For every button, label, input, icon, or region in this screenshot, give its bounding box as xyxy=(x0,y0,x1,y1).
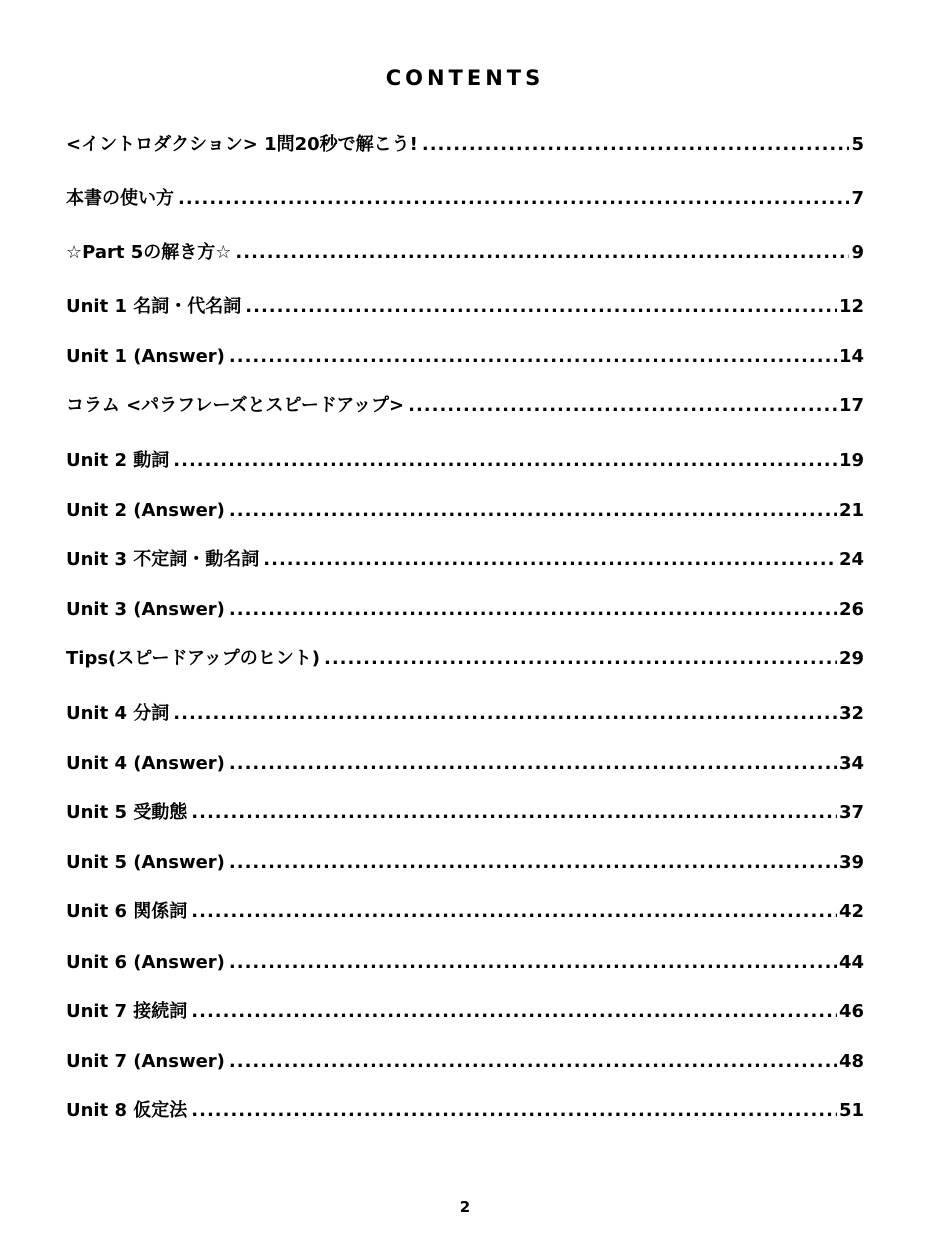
toc-entry-label: Unit 5 (Answer) xyxy=(66,852,225,873)
dot-leader xyxy=(173,703,837,724)
toc-entry[interactable] xyxy=(66,798,864,824)
toc-entry[interactable] xyxy=(66,1096,864,1122)
toc-entry-page: 24 xyxy=(838,549,864,570)
dot-leader xyxy=(173,450,837,471)
dot-leader xyxy=(229,952,837,973)
dot-leader xyxy=(229,599,837,620)
toc-entry-page: 5 xyxy=(851,134,864,155)
toc-entry-page: 48 xyxy=(838,1051,864,1072)
dot-leader xyxy=(324,648,837,669)
toc-entry-label: Unit 7 (Answer) xyxy=(66,1051,225,1072)
dot-leader xyxy=(408,395,837,416)
toc-entry-page: 51 xyxy=(838,1100,864,1121)
toc-entry-page: 29 xyxy=(838,648,864,669)
toc-entry[interactable] xyxy=(66,446,864,472)
dot-leader xyxy=(245,296,837,317)
toc-entry-label: <イントロダクション> 1問20秒で解こう! xyxy=(66,134,418,155)
toc-entry[interactable] xyxy=(66,644,864,670)
toc-entry[interactable] xyxy=(66,500,864,526)
toc-entry[interactable] xyxy=(66,391,864,417)
toc-entry[interactable] xyxy=(66,952,864,978)
dot-leader xyxy=(191,1100,837,1121)
toc-entry-label: 本書の使い方 xyxy=(66,188,174,209)
toc-entry-label: コラム <パラフレーズとスピードアップ> xyxy=(66,395,405,416)
toc-entry-page: 42 xyxy=(838,901,864,922)
toc-entry-page: 19 xyxy=(838,450,864,471)
dot-leader xyxy=(235,242,849,263)
toc-entry-page: 34 xyxy=(838,753,864,774)
toc-entry-label: Unit 1 (Answer) xyxy=(66,346,225,367)
dot-leader xyxy=(263,549,837,570)
toc-entry[interactable] xyxy=(66,1051,864,1077)
dot-leader xyxy=(229,852,837,873)
toc-entry-page: 21 xyxy=(838,500,864,521)
toc-entry-label: Unit 1 名詞・代名詞 xyxy=(66,296,242,317)
dot-leader xyxy=(178,188,849,209)
toc-entry-label: Unit 7 接続詞 xyxy=(66,1001,188,1022)
toc-entry-page: 39 xyxy=(838,852,864,873)
toc-entry-label: Unit 6 (Answer) xyxy=(66,952,225,973)
toc-entry[interactable] xyxy=(66,753,864,779)
toc-entry[interactable] xyxy=(66,699,864,725)
dot-leader xyxy=(229,346,837,367)
toc-entry-label: Unit 4 分詞 xyxy=(66,703,170,724)
toc-entry-page: 32 xyxy=(838,703,864,724)
toc-entry[interactable] xyxy=(66,852,864,878)
toc-entry-page: 9 xyxy=(851,242,864,263)
toc-entry[interactable] xyxy=(66,292,864,318)
toc-entry-page: 7 xyxy=(851,188,864,209)
toc-entry-label: Unit 6 関係詞 xyxy=(66,901,188,922)
dot-leader xyxy=(229,1051,837,1072)
toc-entry[interactable] xyxy=(66,897,864,923)
toc-entry[interactable] xyxy=(66,346,864,372)
dot-leader xyxy=(191,1001,837,1022)
toc-entry[interactable] xyxy=(66,997,864,1023)
toc-entry-page: 12 xyxy=(838,296,864,317)
page-number: 2 xyxy=(459,1198,471,1216)
toc-entry-label: Unit 3 不定詞・動名詞 xyxy=(66,549,260,570)
dot-leader xyxy=(229,753,837,774)
toc-entry[interactable] xyxy=(66,130,864,156)
toc-entry-label: Unit 4 (Answer) xyxy=(66,753,225,774)
toc-entry-page: 26 xyxy=(838,599,864,620)
toc-entry-page: 37 xyxy=(838,802,864,823)
dot-leader xyxy=(191,901,837,922)
dot-leader xyxy=(191,802,837,823)
page-title: CONTENTS xyxy=(385,66,545,90)
toc-entry-label: Unit 2 (Answer) xyxy=(66,500,225,521)
toc-entry-label: Unit 8 仮定法 xyxy=(66,1100,188,1121)
toc-entry-label: Unit 2 動詞 xyxy=(66,450,170,471)
toc-entry-page: 44 xyxy=(838,952,864,973)
toc-entry-page: 14 xyxy=(838,346,864,367)
toc-entry-page: 17 xyxy=(838,395,864,416)
toc-entry[interactable] xyxy=(66,184,864,210)
toc-entry[interactable] xyxy=(66,545,864,571)
dot-leader xyxy=(422,134,850,155)
toc-entry[interactable] xyxy=(66,238,864,264)
toc-entry[interactable] xyxy=(66,599,864,625)
toc-entry-label: ☆Part 5の解き方☆ xyxy=(66,242,232,263)
toc-entry-label: Tips(スピードアップのヒント) xyxy=(66,648,320,669)
toc-entry-page: 46 xyxy=(838,1001,864,1022)
dot-leader xyxy=(229,500,837,521)
toc-entry-label: Unit 5 受動態 xyxy=(66,802,188,823)
toc-entry-label: Unit 3 (Answer) xyxy=(66,599,225,620)
